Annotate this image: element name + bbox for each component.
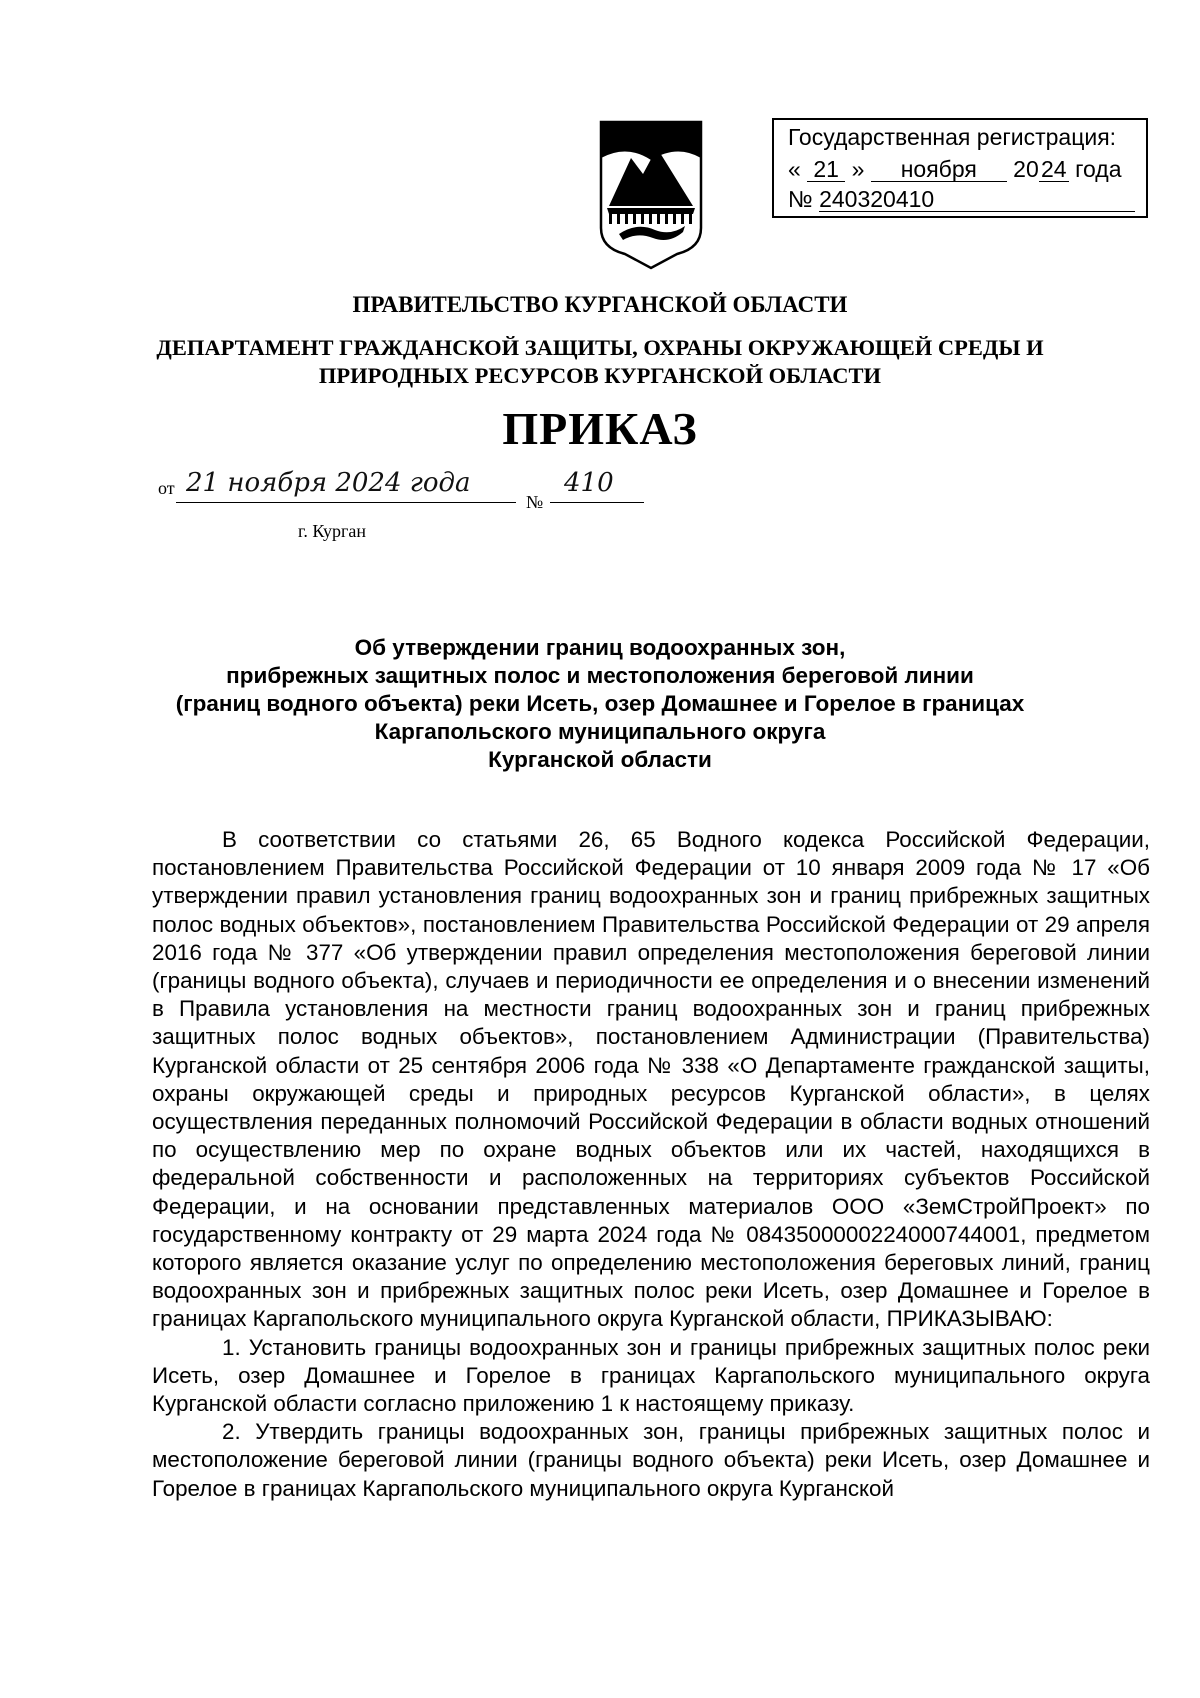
government-heading: ПРАВИТЕЛЬСТВО КУРГАНСКОЙ ОБЛАСТИ <box>352 292 848 317</box>
registration-number-label: № <box>788 186 813 212</box>
order-number-field <box>550 468 644 503</box>
order-number-handwritten: 410 <box>564 468 614 498</box>
title-line: прибрежных защитных полос и местоположения береговой линии <box>226 663 974 688</box>
registration-year-suffix: 24 <box>1039 157 1069 182</box>
title-line: Каргапольского муниципального округа <box>374 719 826 744</box>
order-number-label: № <box>526 492 544 512</box>
registration-day: 21 <box>807 157 845 182</box>
registration-title: Государственная регистрация: <box>788 124 1117 150</box>
department-line-2: ПРИРОДНЫХ РЕСУРСОВ КУРГАНСКОЙ ОБЛАСТИ <box>318 363 882 388</box>
title-line: Об утверждении границ водоохранных зон, <box>354 635 846 660</box>
preamble-paragraph: В соответствии со статьями 26, 65 Водного кодекса Российской Федерации, постановлением Правительства Российской Федерации от 10 января 2009 года № 17 «Об утверждении правил установления границ водоохранных зон и границ прибрежных защитных полос водных объектов», постановлением Правительства Российской Федерации от 29 апреля 2016 года № 377 «Об утверждении правил определения местоположения береговой линии (границы водного объекта), случаев и периодичности ее определения и о внесении изменений в Правила установления на местности границ водоохранных зон и границ прибрежных защитных полос водных объектов», постановлением Администрации (Правительства) Курганской области от 25 сентября 2006 года № 338 «О Департаменте гражданской защиты, охраны окружающей среды и природных ресурсов Курганской области», в целях осуществления переданных полномочий Российской Федерации в области водных отношений по осуществлению мер по охране водных объектов или их частей, находящихся в федеральной собственности и расположенных на территориях субъектов Российской Федерации, и на основании представленных материалов ООО «ЗемСтройПроект» по государственному контракту от 29 марта 2024 года № 0843500000224000744001, предметом которого является оказание услуг по определению местоположения береговых линий, границ водоохранных зон и прибрежных защитных полос реки Исеть, озер Домашнее и Горелое в границах Каргапольского муниципального округа Курганской области, ПРИКАЗЫВАЮ: <box>152 827 1150 1332</box>
quote-close: » <box>851 156 865 182</box>
registration-number: 240320410 <box>819 187 1135 212</box>
registration-year-word: года <box>1075 156 1122 182</box>
document-type-heading: ПРИКАЗ <box>502 403 698 454</box>
order-date-field <box>176 468 516 503</box>
registration-month: ноября <box>871 157 1007 182</box>
coat-of-arms-icon <box>597 118 705 270</box>
title-line: (границ водного объекта) реки Исеть, озер Домашнее и Горелое в границах <box>175 691 1025 716</box>
registration-number-row <box>788 186 1135 213</box>
order-body <box>152 826 1150 1503</box>
title-line: Курганской области <box>488 747 712 772</box>
order-date-handwritten: 21 ноября 2024 года <box>186 468 471 498</box>
registration-date <box>788 156 1138 183</box>
order-title <box>100 634 1100 774</box>
order-date-line <box>158 468 614 512</box>
clause-2-paragraph: 2. Утвердить границы водоохранных зон, границы прибрежных защитных полос и местоположение береговой линии (границы водного объекта) реки Исеть, озер Домашнее и Горелое в границах Каргапольского муниципального округа Курганской <box>152 1419 1150 1501</box>
clause-1-paragraph: 1. Установить границы водоохранных зон и границы прибрежных защитных полос реки Исеть, озер Домашнее и Горелое в границах Каргапольского муниципального округа Курганской области согласно приложению 1 к настоящему приказу. <box>152 1334 1150 1417</box>
registration-year-prefix: 20 <box>1013 156 1039 182</box>
department-line-1: ДЕПАРТАМЕНТ ГРАЖДАНСКОЙ ЗАЩИТЫ, ОХРАНЫ ОКРУЖАЮЩЕЙ СРЕДЫ И <box>156 335 1044 360</box>
department-heading <box>0 334 1200 390</box>
from-label: от <box>158 478 175 498</box>
city-label: г. Курган <box>298 521 367 541</box>
quote-open: « <box>788 156 801 182</box>
registration-stamp <box>772 118 1148 218</box>
